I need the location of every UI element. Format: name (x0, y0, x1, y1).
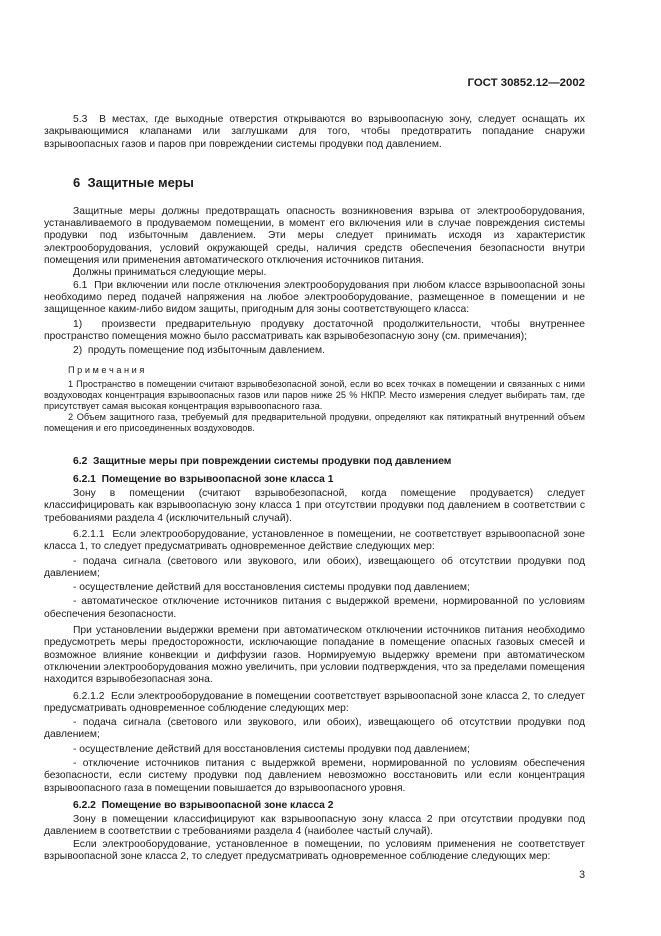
notes-title: П р и м е ч а н и я (68, 365, 145, 376)
paragraph-6-2-1: Зону в помещении (считают взрывобезопасной, когда помещение продувается) следует классифицировать как взрывоопасную зону класса 1 при отсутствии продувки под давлением в соответствии с требованиями раздела 4 (исключительный случай). (44, 488, 585, 524)
page-number: 3 (579, 869, 585, 882)
paragraph-6-2-1-1: 6.2.1.1 Если электрооборудование, установленное в помещении, не соответствует взрывоопасной зоне класса 1, то следует предусматривать одновременное действие следующих мер: (44, 528, 585, 553)
list-item-class2-restore: - осуществление действий для восстановления системы продувки под давлением; (73, 743, 470, 755)
list-item-purge-1: 1) произвести предварительную продувку достаточной продолжительности, чтобы внутреннее пространство помещения можно было рассматривать как взрывобезопасную зону (см. примечания); (44, 318, 585, 342)
running-header (44, 64, 585, 103)
list-item-class1-restore: - осуществление действий для восстановления системы продувки под давлением; (73, 582, 470, 594)
notes-block (44, 365, 585, 434)
section-6-heading: 6 Защитные меры (73, 174, 194, 190)
paragraph-6-2-1-2: 6.2.1.2 Если электрооборудование в помещении соответствует взрывоопасной зоне класса 2, то следует предусматривать одновременное соблюдение следующих мер: (44, 690, 585, 714)
paragraph-6-1: 6.1 При включении или после отключения электрооборудования при любом классе взрывоопасной зоны необходимо перед подачей напряжения на любое электрооборудование, размещенное в помещении и не защищенное каким-либо видом защиты, пригодным для зоны соответствующего класса: (44, 279, 585, 316)
list-item-class2-shutdown: - отключение источников питания с выдержкой времени, нормированной по условиям обеспечения безопасности, если систему продувки под давлением невозможно восстановить или если концентрация взрывоопасного газа в помещении повышается до взрывоопасного уровня. (44, 757, 585, 794)
list-item-class1-signal: - подача сигнала (светового или звукового, или обоих), извещающего об отсутствии продувки под давлением; (44, 555, 585, 579)
paragraph-6-2-2-zone: Зону в помещении классифицируют как взрывоопасную зону класса 2 при отсутствии продувки под давлением в соответствии с требованиями раздела 4 (наиболее частый случай). (44, 814, 585, 838)
document-code: ГОСТ 30852.12—2002 (467, 77, 585, 89)
note-1: 1 Пространство в помещении считают взрывобезопасной зоной, если во всех точках в помещении и связанных с ними воздуховодах концентрация взрывоопасных газов или паров ниже 25 % НКПР. Место измерения следует выбирать там, где присутствует самая высокая концентрация взрывоопасного газа. (44, 379, 585, 412)
paragraph-6-intro: Защитные меры должны предотвращать опасность возникновения взрыва от электрооборудования, устанавливаемого в продуваемом помещении, в момент его включения или в случае повреждения системы продувки под избыточным давлением. Эти меры следует принимать исходя из характеристик электрооборудования, условий окружающей среды, наличия средств обеспечения безопасности внутри помещения или применения автоматического отключения источников питания. (44, 205, 585, 267)
paragraph-6-2-2-if: Если электрооборудование, установленное в помещении, по условиям применения не соответствует взрывоопасной зоне класса 2, то следует предусматривать одновременное соблюдение следующих мер: (44, 838, 585, 863)
list-item-class2-signal: - подача сигнала (светового или звукового, или обоих), извещающего об отсутствии продувки под давлением; (44, 717, 585, 741)
list-item-purge-2: 2) продуть помещение под избыточным давлением. (73, 345, 325, 357)
heading-6-2-1: 6.2.1 Помещение во взрывоопасной зоне класса 1 (73, 473, 334, 485)
paragraph-5-3: 5.3 В местах, где выходные отверстия открываются во взрывоопасную зону, следует оснащать их закрывающимися клапанами или заглушками для того, чтобы предотвратить попадание снаружи взрывоопасных газов и паров при повреждении системы продувки под давлением. (44, 114, 585, 150)
heading-6-2-2: 6.2.2 Помещение во взрывоопасной зоне класса 2 (73, 799, 334, 811)
note-2: 2 Объем защитного газа, требуемый для предварительной продувки, определяют как пятикратный внутренний объем помещения и его присоединенных воздуховодов. (44, 412, 585, 434)
paragraph-delay: При установлении выдержки времени при автоматическом отключении источников питания необходимо предусмотреть меры предосторожности, исключающие попадание в помещение опасных газовых смесей и возможное влияние конвекции и диффузии газов. Нормируемую выдержку времени при автоматическом отключении электрооборудования можно увеличить, при условии подтверждения, что за пределами помещения находится взрывобезопасная зона. (44, 625, 585, 686)
paragraph-measures: Должны приниматься следующие меры. (73, 267, 267, 279)
heading-6-2: 6.2 Защитные меры при повреждении системы продувки под давлением (73, 456, 452, 468)
list-item-class1-shutdown: - автоматическое отключение источников питания с выдержкой времени, нормированной по условиям обеспечения безопасности. (44, 596, 585, 620)
